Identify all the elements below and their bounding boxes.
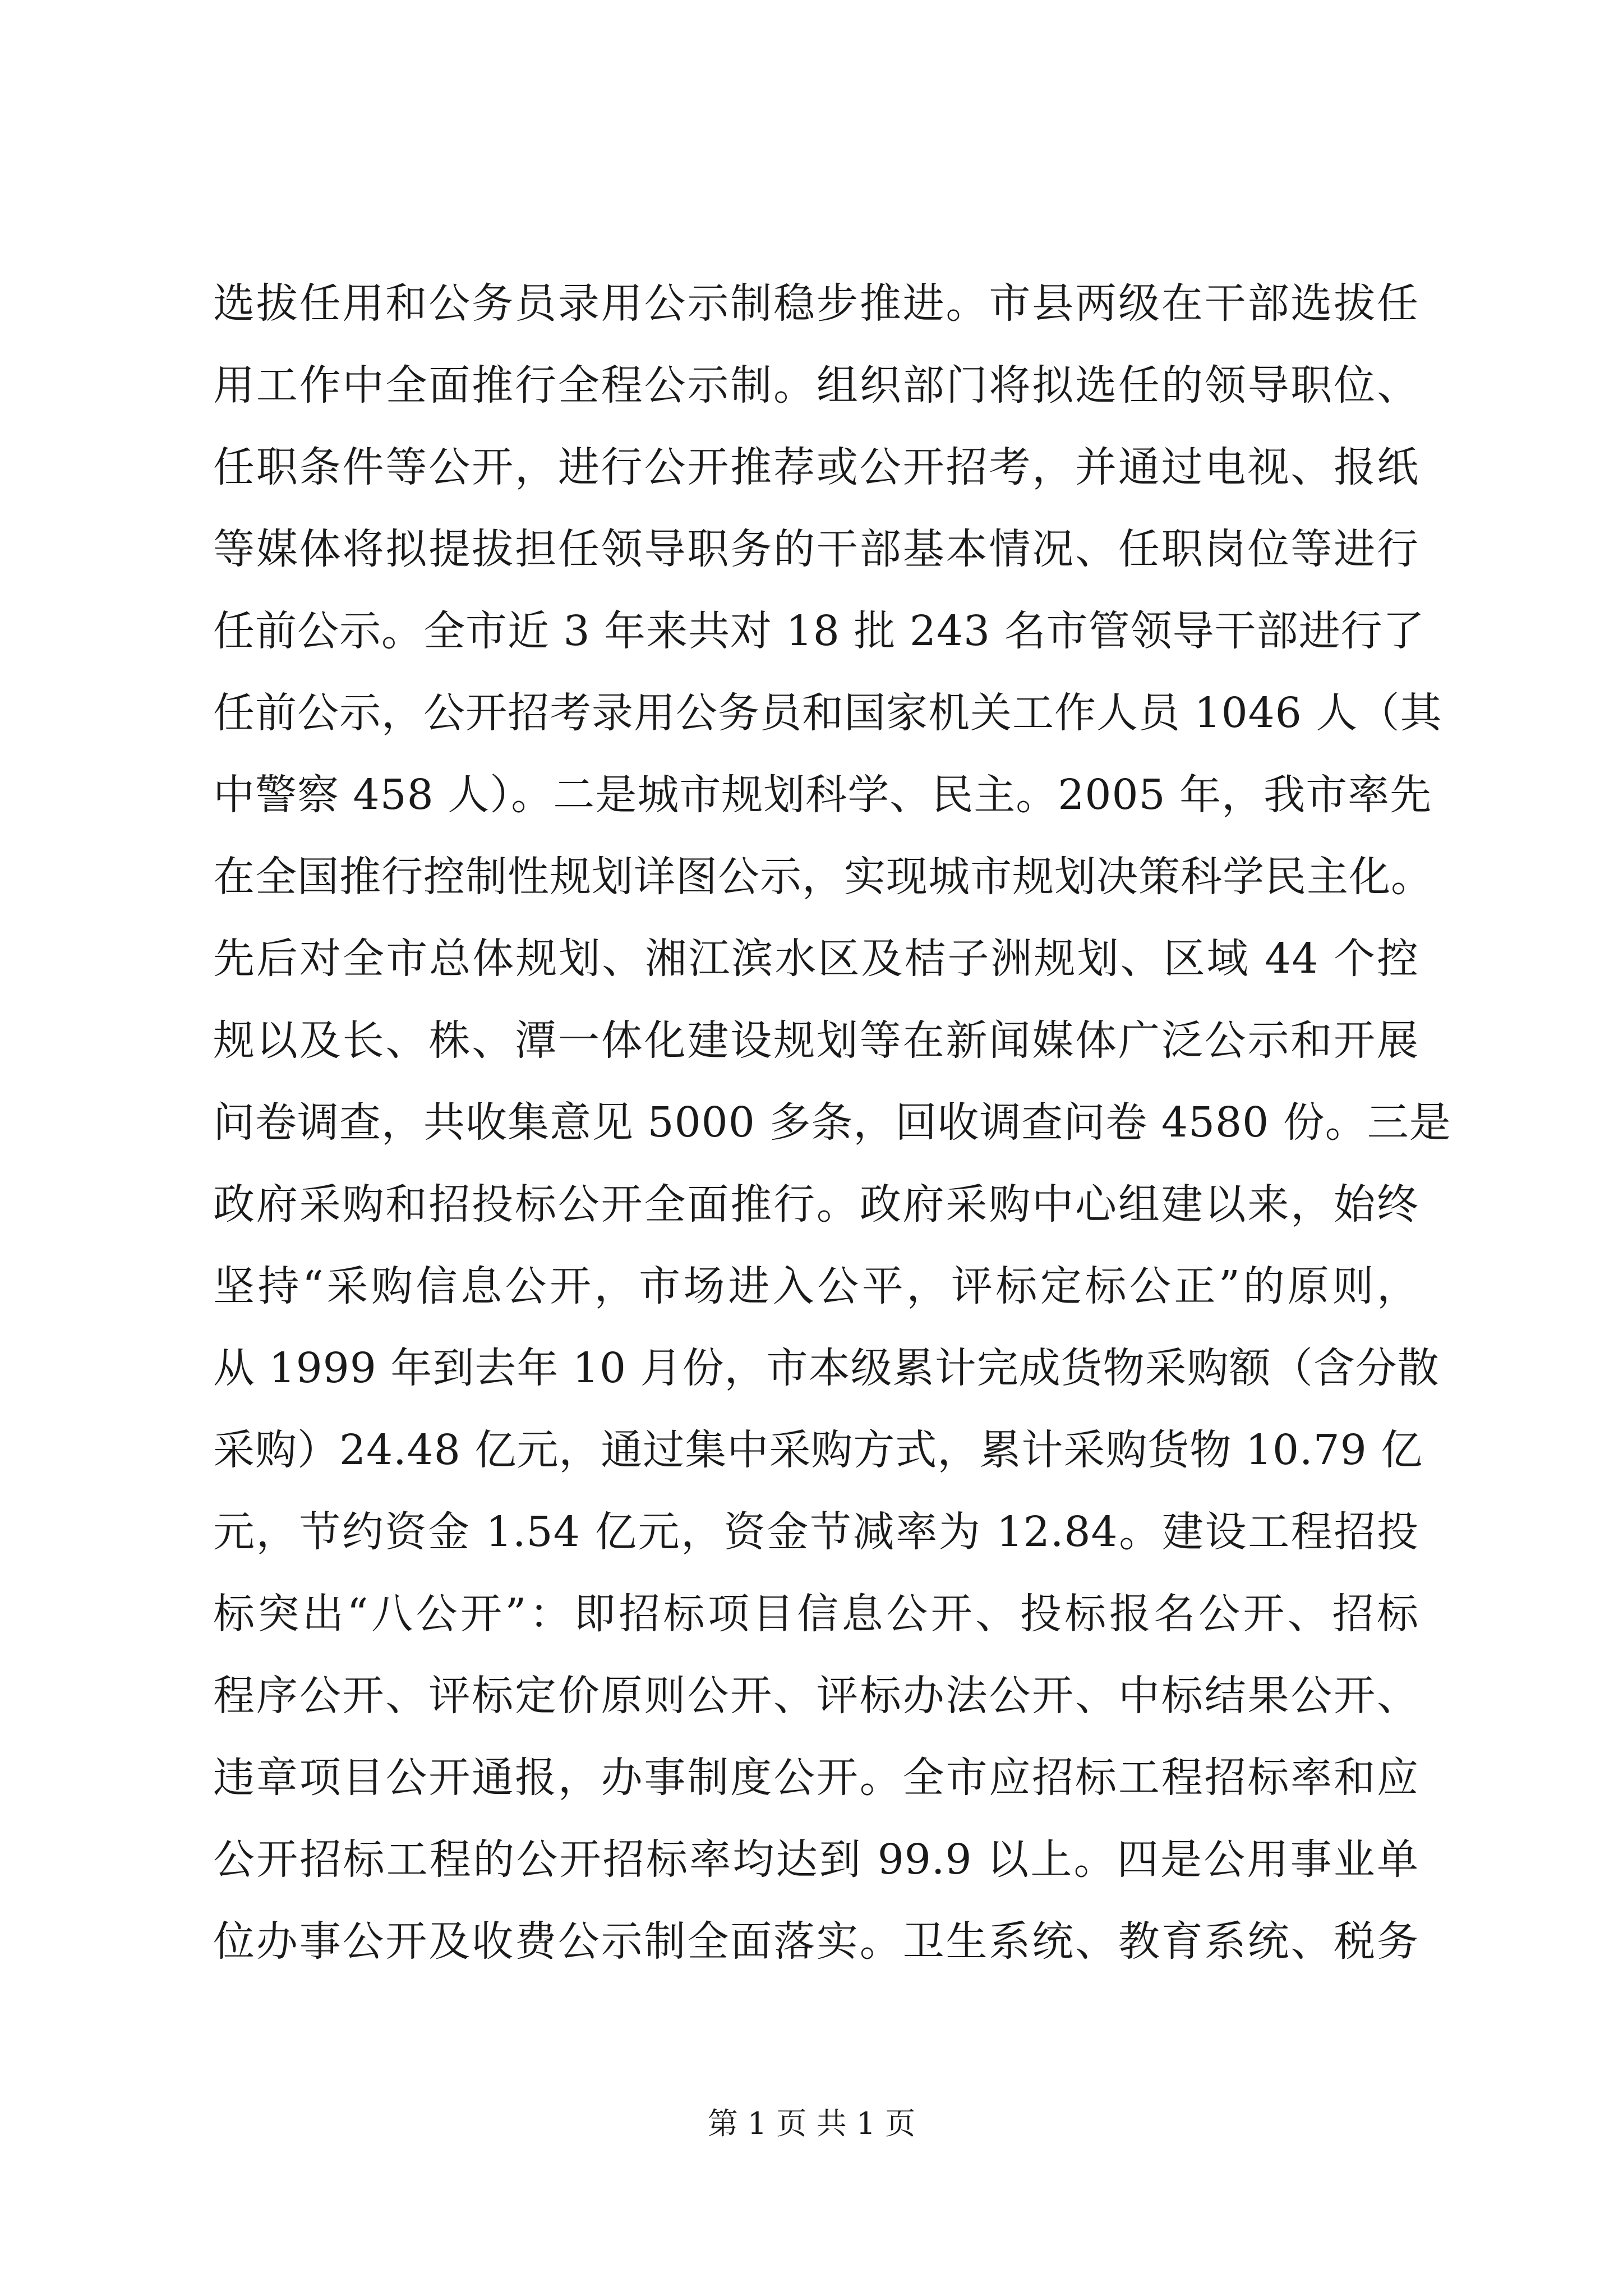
text-line: 等媒体将拟提拔担任领导职务的干部基本情况、任职岗位等进行 — [213, 525, 1419, 573]
text-line: 在全国推行控制性规划详图公示，实现城市规划决策科学民主化。 — [213, 853, 1433, 901]
text-line: 元，节约资金 1.54 亿元，资金节减率为 12.84。建设工程招投 — [213, 1508, 1419, 1556]
text-line: 选拔任用和公务员录用公示制稳步推进。市县两级在干部选拔任 — [213, 279, 1419, 328]
text-line: 违章项目公开通报，办事制度公开。全市应招标工程招标率和应 — [213, 1754, 1419, 1802]
text-line: 先后对全市总体规划、湘江滨水区及桔子洲规划、区域 44 个控 — [213, 935, 1419, 983]
page-footer: 第 1 页 共 1 页 — [707, 2106, 916, 2141]
text-line: 政府采购和招投标公开全面推行。政府采购中心组建以来，始终 — [213, 1180, 1419, 1228]
text-line: 任前公示。全市近 3 年来共对 18 批 243 名市管领导干部进行了 — [213, 607, 1425, 655]
text-line: 程序公开、评标定价原则公开、评标办法公开、中标结果公开、 — [213, 1672, 1419, 1720]
text-line: 任前公示，公开招考录用公务员和国家机关工作人员 1046 人（其 — [213, 689, 1442, 737]
text-line: 规以及长、株、潭一体化建设规划等在新闻媒体广泛公示和开展 — [213, 1016, 1419, 1065]
text-line: 任职条件等公开，进行公开推荐或公开招考，并通过电视、报纸 — [213, 443, 1419, 491]
text-line: 采购）24.48 亿元，通过集中采购方式，累计采购货物 10.79 亿 — [213, 1426, 1423, 1474]
text-line: 位办事公开及收费公示制全面落实。卫生系统、教育系统、税务 — [213, 1917, 1419, 1966]
body-text — [213, 263, 1451, 1982]
text-line: 公开招标工程的公开招标率均达到 99.9 以上。四是公用事业单 — [213, 1835, 1419, 1884]
text-line: 用工作中全面推行全程公示制。组织部门将拟选任的领导职位、 — [213, 361, 1419, 409]
text-line: 从 1999 年到去年 10 月份，市本级累计完成货物采购额（含分散 — [213, 1344, 1440, 1392]
text-line: 标突出“八公开”：即招标项目信息公开、投标报名公开、招标 — [213, 1590, 1419, 1638]
text-line: 坚持“采购信息公开，市场进入公平，评标定标公正”的原则， — [213, 1262, 1419, 1310]
text-line: 问卷调查，共收集意见 5000 多条，回收调查问卷 4580 份。三是 — [213, 1098, 1451, 1147]
text-line: 中警察 458 人）。二是城市规划科学、民主。2005 年，我市率先 — [213, 771, 1432, 819]
